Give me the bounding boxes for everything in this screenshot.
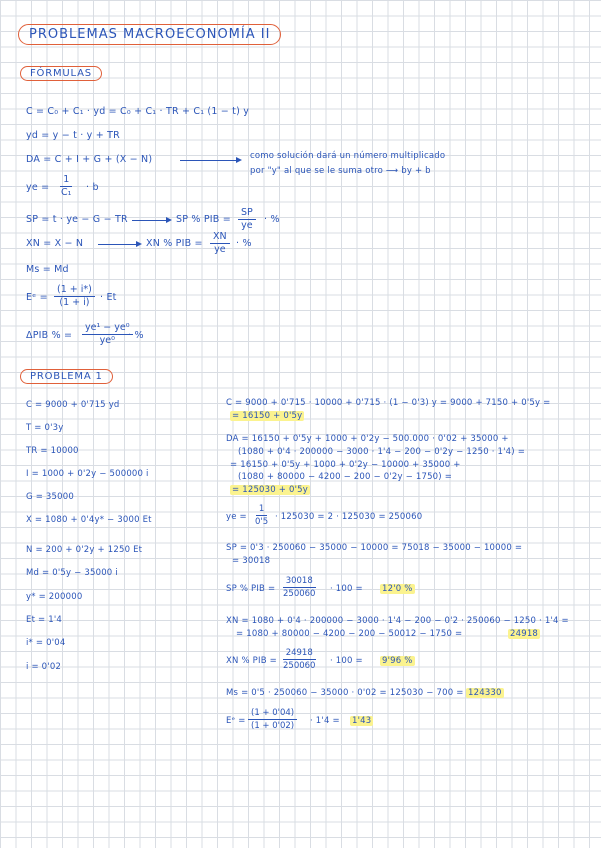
solution-xn-pib-result bbox=[380, 656, 415, 666]
formula-dpib-numerator: ye¹ − ye⁰ bbox=[82, 322, 133, 335]
solution-consumption-result bbox=[230, 411, 304, 421]
page-title: PROBLEMAS MACROECONOMÍA II bbox=[18, 24, 281, 45]
solution-consumption: C = 9000 + 0'715 · 10000 + 0'715 · (1 − 0'3) y = 9000 + 7150 + 0'5y = bbox=[226, 398, 551, 408]
solution-xn-pib-fraction bbox=[280, 647, 318, 672]
formula-xn-pib-numerator: XN bbox=[210, 231, 230, 244]
formula-ye-denominator: C₁ bbox=[61, 187, 72, 198]
da-note-line-2: por "y" al que se le suma otro ⟶ by + b bbox=[250, 166, 431, 176]
formula-ye-label: ye = bbox=[26, 182, 50, 193]
formula-ye-numerator: 1 bbox=[60, 174, 72, 187]
solution-ee-numerator: (1 + 0'04) bbox=[248, 707, 297, 720]
data-item: Md = 0'5y − 35000 i bbox=[26, 568, 118, 578]
formula-public-saving: SP = t · ye − G − TR bbox=[26, 214, 128, 225]
formula-sp-pib-fraction bbox=[238, 207, 256, 232]
formula-xn-pib-fraction bbox=[210, 231, 230, 256]
data-item: Et = 1'4 bbox=[26, 615, 62, 625]
solution-expected-exchange-fraction bbox=[248, 707, 297, 732]
solution-da-line-1: DA = 16150 + 0'5y + 1000 + 0'2y − 500.000 · 0'02 + 35000 + bbox=[226, 434, 509, 444]
solution-sp-pib-rhs: · 100 = bbox=[330, 584, 363, 594]
solution-net-exports-result bbox=[508, 629, 540, 639]
solution-ee-denominator: (1 + 0'02) bbox=[251, 721, 295, 731]
solution-sp-pib-label: SP % PIB = bbox=[226, 584, 276, 594]
formula-sp-pib-numerator: SP bbox=[238, 207, 256, 220]
solution-expected-exchange-label: Eᵉ = bbox=[226, 716, 246, 726]
formula-sp-pib-rhs: · % bbox=[264, 214, 280, 225]
highlight: 24918 bbox=[510, 629, 539, 639]
highlight: 12'0 % bbox=[382, 584, 413, 594]
formulas-label: FÓRMULAS bbox=[20, 66, 102, 81]
formula-net-exports: XN = X − N bbox=[26, 238, 84, 249]
highlight: = 16150 + 0'5y bbox=[232, 411, 303, 421]
data-item: i* = 0'04 bbox=[26, 638, 66, 648]
formula-ye-rhs: · b bbox=[86, 182, 99, 193]
solution-ye-fraction bbox=[252, 503, 271, 528]
data-item: G = 35000 bbox=[26, 492, 74, 502]
problem-label: PROBLEMA 1 bbox=[20, 369, 113, 384]
formula-ee-rhs: · Et bbox=[100, 292, 117, 303]
solution-ee-result bbox=[350, 716, 373, 726]
highlight: = 125030 + 0'5y bbox=[232, 485, 308, 495]
formula-dpib-rhs: · % bbox=[128, 330, 144, 341]
data-item: I = 1000 + 0'2y − 500000 i bbox=[26, 469, 149, 479]
formula-expected-exchange-fraction bbox=[54, 284, 95, 309]
solution-ye-label: ye = bbox=[226, 512, 247, 522]
solution-net-exports-line-1: XN = 1080 + 0'4 · 200000 − 3000 · 1'4 − 200 − 0'2 · 250060 − 1250 · 1'4 = bbox=[226, 616, 569, 626]
arrow-icon bbox=[180, 160, 240, 161]
formula-sp-pib-label: SP % PIB = bbox=[176, 214, 231, 225]
formula-disposable-income: yd = y − t · y + TR bbox=[26, 130, 120, 141]
highlight: 124330 bbox=[468, 688, 502, 698]
solution-da-result bbox=[230, 485, 310, 495]
solution-da-line-2: (1080 + 0'4 · 200000 − 3000 · 1'4 − 200 − 0'2y − 1250 · 1'4) = bbox=[238, 447, 526, 457]
formula-dpib-denominator: ye⁰ bbox=[99, 335, 115, 346]
solution-ee-rhs: · 1'4 = bbox=[310, 716, 340, 726]
highlight: 1'43 bbox=[352, 716, 372, 726]
solution-money-supply-result bbox=[466, 688, 504, 698]
solution-sp-pib-denominator: 250060 bbox=[283, 589, 316, 599]
data-item: C = 9000 + 0'715 yd bbox=[26, 400, 120, 410]
solution-ye-denominator: 0'5 bbox=[255, 517, 269, 527]
formula-aggregate-demand: DA = C + I + G + (X − N) bbox=[26, 154, 153, 165]
data-item: N = 200 + 0'2y + 1250 Et bbox=[26, 545, 143, 555]
formula-ye-fraction bbox=[58, 174, 74, 199]
formula-xn-pib-label: XN % PIB = bbox=[146, 238, 203, 249]
solution-sp-pib-result bbox=[380, 584, 415, 594]
solution-xn-pib-denominator: 250060 bbox=[283, 661, 316, 671]
solution-ye-rhs: · 125030 = 2 · 125030 = 250060 bbox=[275, 512, 423, 522]
arrow-icon bbox=[132, 220, 170, 221]
formula-ee-denominator: (1 + i) bbox=[59, 297, 90, 308]
formula-xn-pib-denominator: ye bbox=[214, 244, 226, 255]
data-item: y* = 200000 bbox=[26, 592, 83, 602]
solution-sp-pib-numerator: 30018 bbox=[283, 575, 316, 588]
solution-money-supply: Ms = 0'5 · 250060 − 35000 · 0'02 = 125030 − 700 = bbox=[226, 688, 464, 698]
solution-ye-numerator: 1 bbox=[256, 503, 267, 516]
formula-expected-exchange-label: Eᵉ = bbox=[26, 292, 48, 303]
solution-xn-pib-rhs: · 100 = bbox=[330, 656, 363, 666]
da-note-line-1: como solución dará un número multiplicado bbox=[250, 151, 446, 161]
solution-xn-pib-numerator: 24918 bbox=[283, 647, 316, 660]
data-item: T = 0'3y bbox=[26, 423, 64, 433]
data-item: X = 1080 + 0'4y* − 3000 Et bbox=[26, 515, 152, 525]
data-item: TR = 10000 bbox=[26, 446, 79, 456]
arrow-icon bbox=[98, 244, 140, 245]
solution-net-exports-line-2: = 1080 + 80000 − 4200 − 200 − 50012 − 1750 = bbox=[236, 629, 463, 639]
formula-xn-pib-rhs: · % bbox=[236, 238, 252, 249]
formula-sp-pib-denominator: ye bbox=[241, 220, 253, 231]
formula-gdp-growth-fraction bbox=[82, 322, 133, 347]
solution-da-line-3: = 16150 + 0'5y + 1000 + 0'2y − 10000 + 35000 + bbox=[230, 460, 461, 470]
formula-gdp-growth-label: ΔPIB % = bbox=[26, 330, 73, 341]
data-item: i = 0'02 bbox=[26, 662, 62, 672]
formula-money-market: Ms = Md bbox=[26, 264, 69, 275]
solution-public-saving-result: = 30018 bbox=[232, 556, 271, 566]
formula-ee-numerator: (1 + i*) bbox=[54, 284, 95, 297]
solution-sp-pib-fraction bbox=[280, 575, 318, 600]
formula-consumption: C = C₀ + C₁ · yd = C₀ + C₁ · TR + C₁ (1 − t) y bbox=[26, 106, 250, 117]
solution-public-saving: SP = 0'3 · 250060 − 35000 − 10000 = 75018 − 35000 − 10000 = bbox=[226, 543, 523, 553]
solution-xn-pib-label: XN % PIB = bbox=[226, 656, 277, 666]
highlight: 9'96 % bbox=[382, 656, 413, 666]
solution-da-line-4: (1080 + 80000 − 4200 − 200 − 0'2y − 1750) = bbox=[238, 472, 453, 482]
